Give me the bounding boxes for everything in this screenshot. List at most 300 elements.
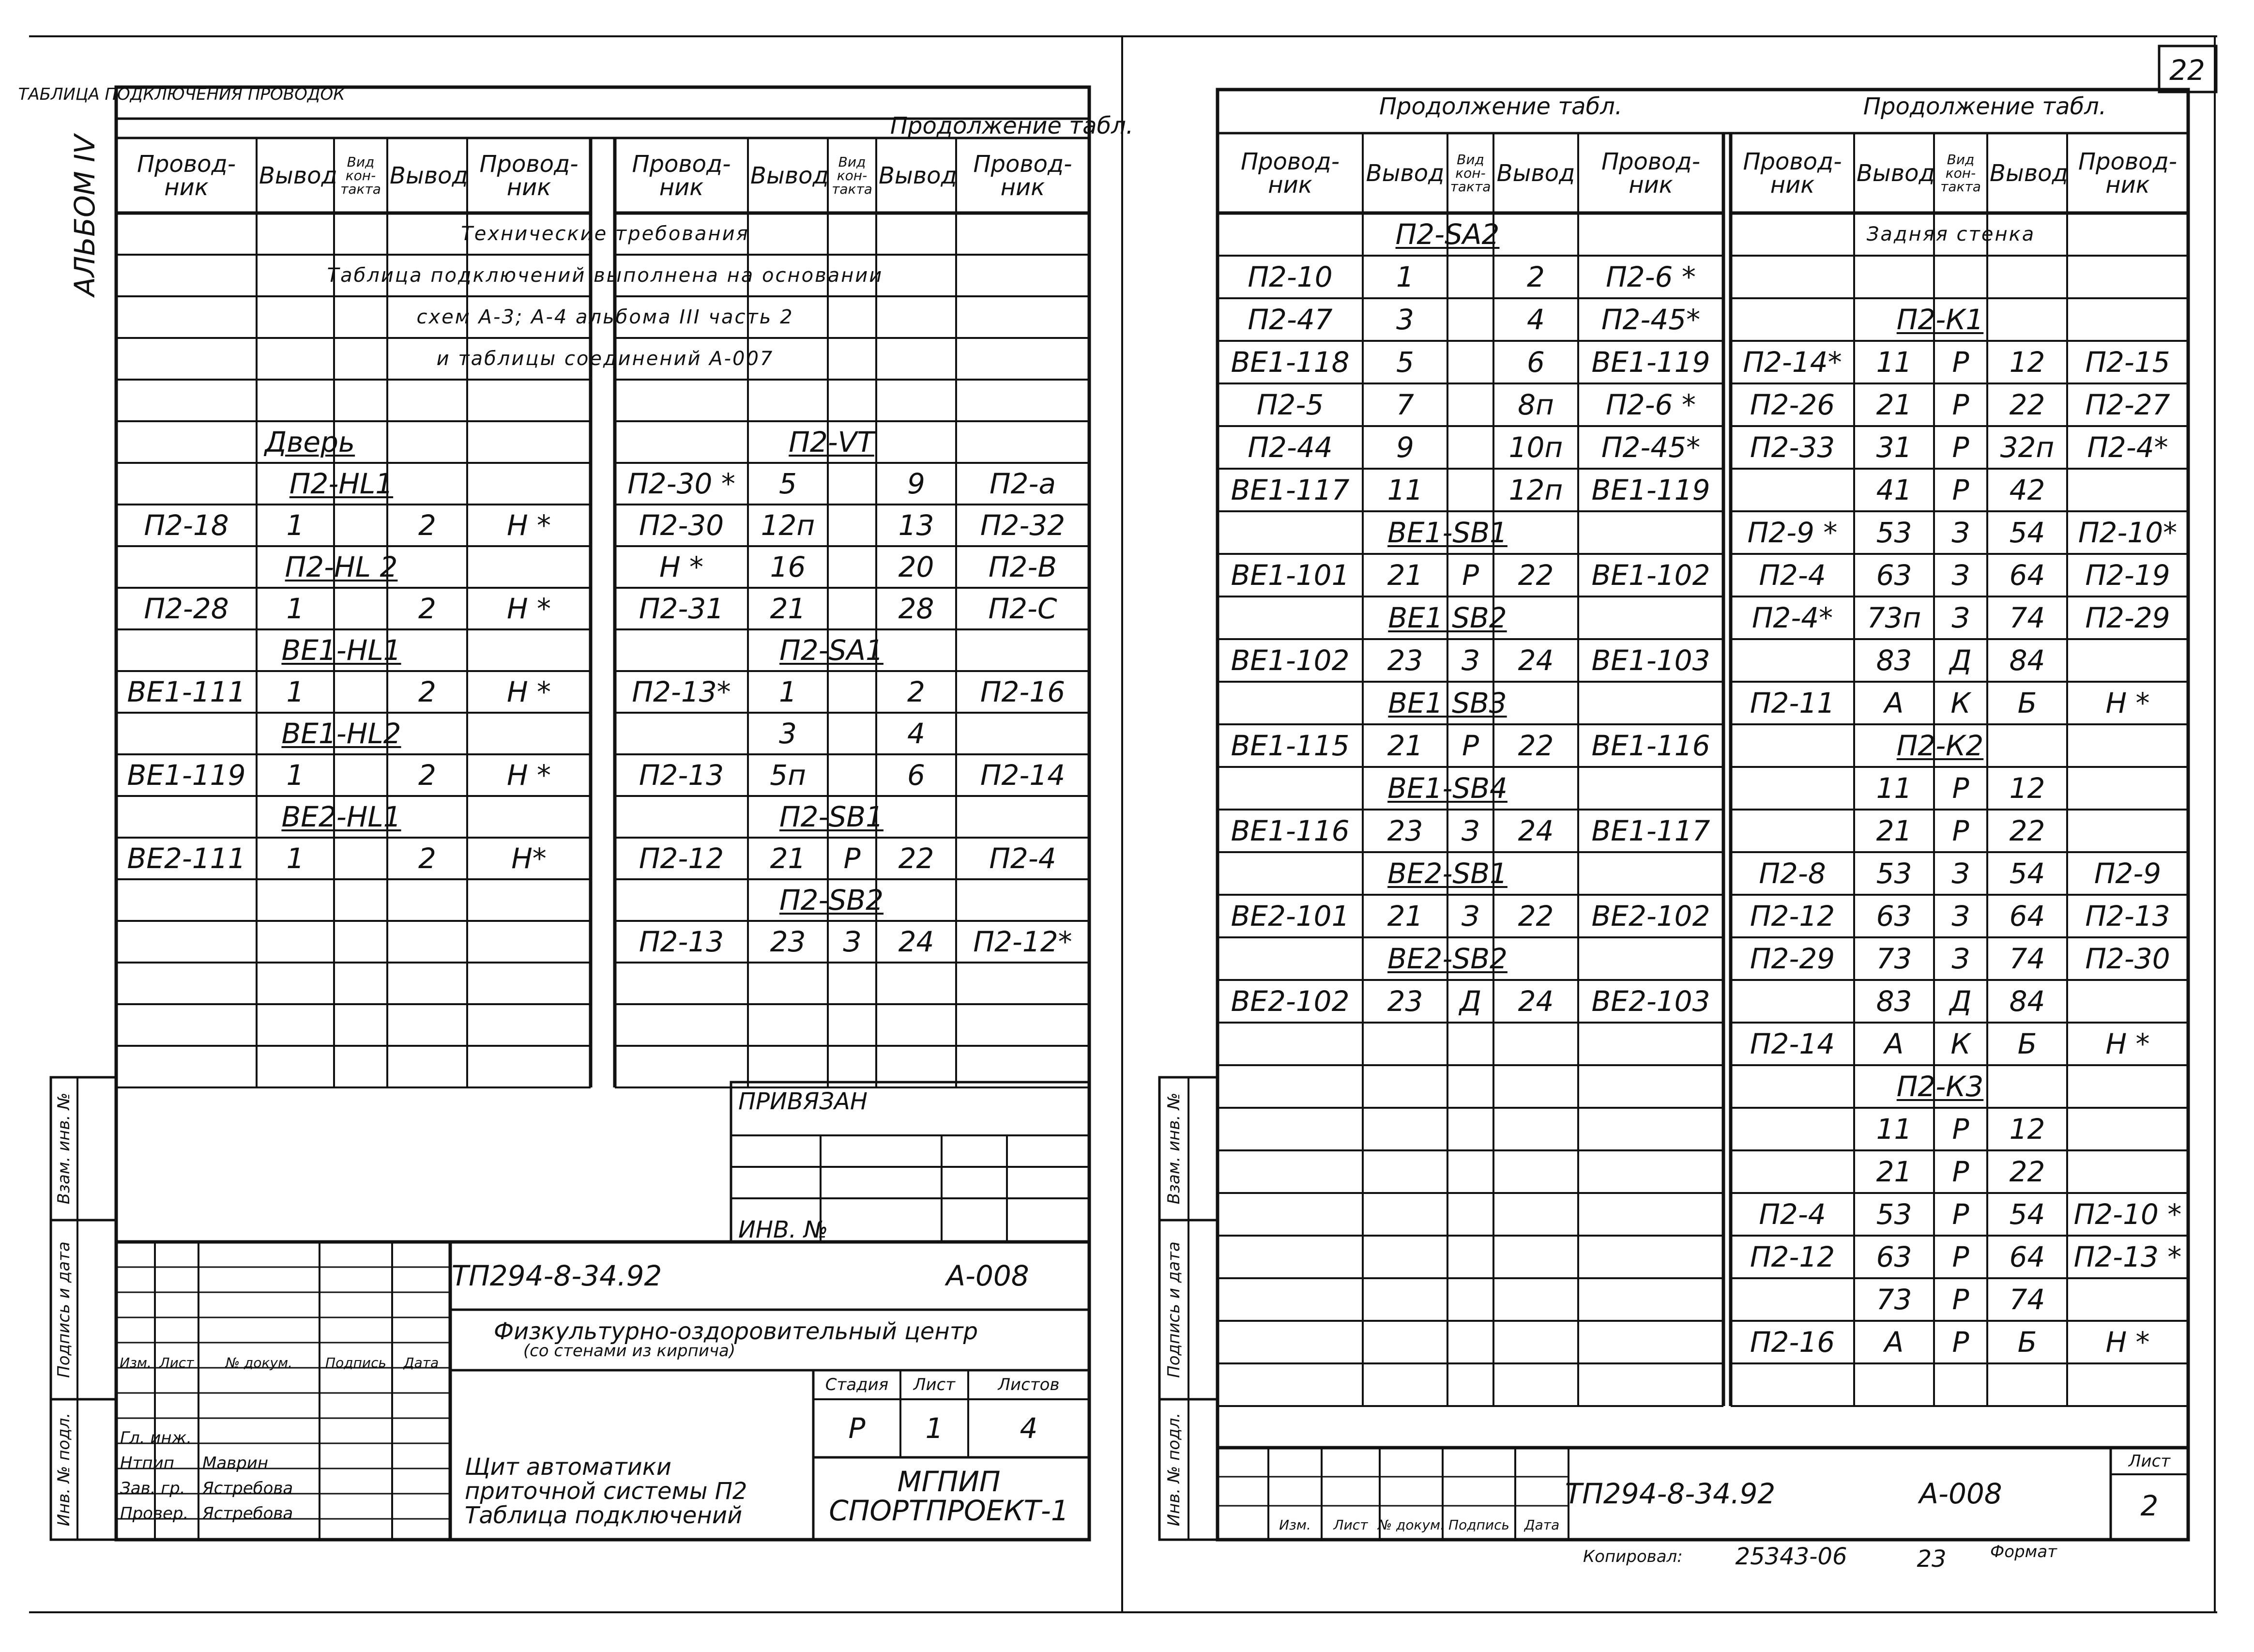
copied-label: Копировал: xyxy=(1583,1547,1683,1566)
right-left-table-cell: П2-6 * xyxy=(1606,260,1696,293)
left-table-cell: 1 xyxy=(286,675,305,708)
left-right-table-cell: П2-31 xyxy=(639,592,724,625)
right-left-table-cell: 21 xyxy=(1387,559,1423,592)
left-table-cell: Н * xyxy=(506,592,551,625)
right-stamp-header-0: Изм. xyxy=(1279,1517,1311,1533)
right-side-label-1: Подпись и дата xyxy=(1164,1241,1184,1378)
right-left-table-cell: 21 xyxy=(1387,900,1423,933)
left-table-cell: 2 xyxy=(418,592,436,625)
right-right-table-cell: Р xyxy=(1952,346,1969,379)
left-heading-right: Продолжение табл. xyxy=(890,112,1134,139)
right-stamp-header-2: № докум. xyxy=(1377,1517,1445,1533)
right-left-table-cell: 23 xyxy=(1387,644,1423,677)
right-left-table-header-2: Вид кон-такта xyxy=(1450,151,1491,195)
right-left-table-cell: 24 xyxy=(1518,644,1554,677)
signer-name-3: Ястребова xyxy=(202,1504,293,1523)
right-right-table-header-2: Вид кон-такта xyxy=(1940,151,1981,195)
signer-name-2: Ястребова xyxy=(202,1479,293,1498)
right-right-table-cell: П2-9 * xyxy=(1747,516,1838,549)
right-right-table-cell: 11 xyxy=(1876,346,1912,379)
right-left-table-cell: 24 xyxy=(1518,985,1554,1018)
right-right-table-cell: 74 xyxy=(2009,601,2045,634)
right-right-table-cell: 63 xyxy=(1876,559,1912,592)
left-table-cell: 1 xyxy=(286,842,305,875)
right-heading-2: Продолжение табл. xyxy=(1863,93,2107,120)
right-left-table-cell: 4 xyxy=(1527,303,1545,336)
right-right-table-cell: П2-10 * xyxy=(2073,1198,2182,1231)
left-right-table-cell: 22 xyxy=(898,842,934,875)
left-right-table-cell: П2-12* xyxy=(973,925,1072,958)
right-left-table-group-label: ВЕ1-SB1 xyxy=(1387,516,1508,549)
right-right-table-cell: 12 xyxy=(2009,346,2045,379)
left-right-table-cell: З xyxy=(843,925,861,958)
right-right-table-cell: П2-13 * xyxy=(2073,1240,2182,1273)
right-right-table-cell: 21 xyxy=(1876,1155,1912,1188)
right-left-table-cell: 22 xyxy=(1518,729,1554,762)
right-doc-code: ТП294-8-34.92 xyxy=(1565,1477,1776,1510)
left-table-cell: ВЕ1-111 xyxy=(127,675,246,708)
right-right-table-cell: П2-33 xyxy=(1750,431,1835,464)
tech-text-line-1: Таблица подключений выполнена на основании xyxy=(327,264,883,287)
right-right-table-cell: А xyxy=(1884,1326,1904,1359)
right-left-table-cell: 9 xyxy=(1396,431,1414,464)
left-table-group-label: ВЕ1-HL2 xyxy=(281,717,401,750)
right-right-table-cell: П2-29 xyxy=(1750,942,1835,975)
right-left-table-cell: ВЕ1-102 xyxy=(1591,559,1710,592)
format-label: Формат xyxy=(1990,1542,2057,1561)
right-right-table-cell: Р xyxy=(1952,814,1969,847)
inv-number-label: ИНВ. № xyxy=(738,1216,828,1243)
right-left-table-cell: Р xyxy=(1462,559,1479,592)
right-left-table-cell: 24 xyxy=(1518,814,1554,847)
right-left-table-cell: 2 xyxy=(1527,260,1545,293)
left-right-table-cell: 5 xyxy=(779,467,797,500)
right-left-table-cell: 11 xyxy=(1387,474,1423,506)
left-table-cell: П2-28 xyxy=(144,592,229,625)
right-side-label-0: Взам. инв. № xyxy=(1164,1092,1184,1205)
right-stamp-header-3: Подпись xyxy=(1448,1517,1509,1533)
left-table-cell: 2 xyxy=(418,842,436,875)
left-side-label-1: Подпись и дата xyxy=(54,1241,74,1378)
stage-header-2: Листов xyxy=(998,1375,1060,1394)
right-right-table-cell: З xyxy=(1951,942,1970,975)
right-left-table-cell: ВЕ1-117 xyxy=(1591,814,1710,847)
left-right-table-cell: 12п xyxy=(761,509,815,542)
copied-23: 23 xyxy=(1917,1545,1947,1573)
left-right-table-header-1: Вывод xyxy=(750,162,829,189)
stage-value-2: 4 xyxy=(1020,1412,1038,1445)
right-left-table-cell: 5 xyxy=(1396,346,1414,379)
right-right-table-cell: Р xyxy=(1952,1155,1969,1188)
right-right-table-cell: 73 xyxy=(1876,942,1912,975)
right-right-table-cell: П2-11 xyxy=(1750,687,1835,719)
left-table-group-label: ВЕ2-HL1 xyxy=(281,800,401,833)
right-left-table-cell: ВЕ2-102 xyxy=(1591,900,1710,933)
left-table-group-label: ВЕ1-HL1 xyxy=(281,634,401,667)
right-right-table-cell: З xyxy=(1951,516,1970,549)
stage-value-1: 1 xyxy=(925,1412,944,1445)
left-table-header-1: Вывод xyxy=(259,162,337,189)
left-right-table-cell: П2-С xyxy=(988,592,1057,625)
right-left-table-cell: З xyxy=(1461,900,1480,933)
left-table-cell: Н * xyxy=(506,509,551,542)
right-right-table-cell: 64 xyxy=(2009,559,2045,592)
left-right-table-group-label: П2-VT xyxy=(789,426,874,459)
stage-header-0: Стадия xyxy=(825,1375,889,1394)
right-right-table-group-label: П2-К2 xyxy=(1896,729,1984,762)
left-table-cell: 1 xyxy=(286,592,305,625)
right-sheet-label: Лист xyxy=(2128,1452,2171,1471)
right-right-table-cell: П2-16 xyxy=(1750,1326,1835,1359)
left-right-table-cell: П2-16 xyxy=(980,675,1066,708)
left-table-cell: 2 xyxy=(418,759,436,792)
right-right-table-cell: П2-12 xyxy=(1750,1240,1835,1273)
right-right-table-cell: П2-27 xyxy=(2085,388,2170,421)
right-left-table-cell: 10п xyxy=(1508,431,1563,464)
album-label: АЛЬБОМ IV xyxy=(68,135,101,296)
project-title-1: Физкультурно-оздоровительный центр xyxy=(493,1318,978,1345)
left-right-table-cell: П2-12 xyxy=(639,842,724,875)
right-right-table-cell: Р xyxy=(1952,772,1969,805)
right-right-table-cell: 63 xyxy=(1876,1240,1912,1273)
right-right-table-cell: 53 xyxy=(1876,857,1912,890)
doc-code: ТП294-8-34.92 xyxy=(451,1259,662,1292)
signer-role-2: Зав. гр. xyxy=(120,1479,185,1498)
left-table-cell: Н* xyxy=(511,842,547,875)
right-doc-number: А-008 xyxy=(1919,1477,2002,1510)
left-table-cell: ВЕ1-119 xyxy=(127,759,246,792)
right-right-table-cell: Р xyxy=(1952,474,1969,506)
right-right-table-cell: Р xyxy=(1952,388,1969,421)
right-right-table-cell: 22 xyxy=(2009,388,2045,421)
left-right-table-cell: П2-14 xyxy=(980,759,1066,792)
right-right-table-cell: П2-4 xyxy=(1759,1198,1826,1231)
right-right-table-cell: П2-4* xyxy=(2087,431,2168,464)
right-right-table-cell: 73 xyxy=(1876,1283,1912,1316)
right-right-table-cell: П2-9 xyxy=(2094,857,2162,890)
right-right-table-cell: 22 xyxy=(2009,814,2045,847)
right-right-table-cell: П2-15 xyxy=(2085,346,2170,379)
right-left-table-cell: П2-44 xyxy=(1248,431,1333,464)
right-right-table-cell: 12 xyxy=(2009,772,2045,805)
right-right-table-cell: П2-26 xyxy=(1750,388,1835,421)
doc-number: А-008 xyxy=(946,1259,1029,1292)
right-right-table-cell: А xyxy=(1884,1027,1904,1060)
right-right-table-group-label: П2-К1 xyxy=(1896,303,1984,336)
left-table-title: ТАБЛИЦА ПОДКЛЮЧЕНИЯ ПРОВОДОК xyxy=(18,85,345,104)
right-right-table-header-1: Вывод xyxy=(1857,159,1935,187)
right-right-table-cell: 73п xyxy=(1867,601,1921,634)
left-right-table-cell: 23 xyxy=(770,925,806,958)
right-left-table-cell: ВЕ1-116 xyxy=(1231,814,1350,847)
right-left-table-cell: ВЕ1-119 xyxy=(1591,346,1710,379)
right-sheet-number: 2 xyxy=(2140,1489,2159,1522)
right-right-table-cell: П2-10* xyxy=(2078,516,2178,549)
right-right-table-cell: Р xyxy=(1952,1198,1969,1231)
left-side-label-2: Инв. № подл. xyxy=(54,1412,74,1527)
left-table-cell: 2 xyxy=(418,509,436,542)
left-right-table-cell: 21 xyxy=(770,592,806,625)
right-left-table-header-0: Провод-ник xyxy=(1240,148,1340,199)
right-left-table-cell: 12п xyxy=(1508,474,1563,506)
left-right-table-cell: 4 xyxy=(907,717,925,750)
right-right-table-header-0: Провод-ник xyxy=(1743,148,1842,199)
right-left-table-group-label: ВЕ1-SB4 xyxy=(1387,772,1508,805)
signer-role-0: Гл. инж. xyxy=(120,1428,192,1448)
right-left-table-group-label: ВЕ1 SB2 xyxy=(1388,601,1507,634)
stamp-header-0: Изм. xyxy=(120,1355,152,1371)
right-right-table-cell: 74 xyxy=(2009,942,2045,975)
left-table-group-label: П2-HL 2 xyxy=(285,551,398,583)
right-left-table-cell: Р xyxy=(1462,729,1479,762)
right-right-table-cell: 54 xyxy=(2009,516,2045,549)
right-right-table-cell: А xyxy=(1884,687,1904,719)
right-left-table-cell: 3 xyxy=(1396,303,1414,336)
right-right-table-cell: 22 xyxy=(2009,1155,2045,1188)
right-right-table-cell: 54 xyxy=(2009,1198,2045,1231)
right-left-table-cell: З xyxy=(1461,814,1480,847)
signer-role-3: Провер. xyxy=(120,1504,189,1523)
sheet-title-1: Щит автоматики xyxy=(465,1453,671,1481)
right-right-table-cell: 53 xyxy=(1876,516,1912,549)
stamp-header-3: Подпись xyxy=(325,1355,386,1371)
signer-name-1: Маврин xyxy=(202,1453,269,1473)
right-right-table-cell: 64 xyxy=(2009,1240,2045,1273)
stamp-header-1: Лист xyxy=(159,1355,194,1371)
right-left-table-cell: П2-45* xyxy=(1601,303,1701,336)
right-right-table-cell: 84 xyxy=(2009,644,2045,677)
right-left-table-header-3: Вывод xyxy=(1496,159,1575,187)
right-left-table-cell: 6 xyxy=(1527,346,1545,379)
right-stamp-header-4: Дата xyxy=(1524,1517,1560,1533)
right-left-table-cell: П2-47 xyxy=(1248,303,1333,336)
sheet-number: 22 xyxy=(2169,54,2205,87)
left-right-table-cell: 28 xyxy=(898,592,934,625)
right-right-table-cell: 11 xyxy=(1876,1113,1912,1146)
left-right-table-cell: П2-4 xyxy=(989,842,1056,875)
right-right-table-cell: К xyxy=(1950,687,1971,719)
right-right-table-cell: Н * xyxy=(2105,1326,2150,1359)
right-right-table-cell: 12 xyxy=(2009,1113,2045,1146)
right-left-table-cell: 8п xyxy=(1518,388,1554,421)
right-right-table-cell: Р xyxy=(1952,1240,1969,1273)
left-table-header-3: Вывод xyxy=(390,162,468,189)
right-right-table-cell: 64 xyxy=(2009,900,2045,933)
left-table-cell: 1 xyxy=(286,509,305,542)
left-side-label-0: Взам. инв. № xyxy=(54,1092,74,1205)
right-right-table-cell: З xyxy=(1951,601,1970,634)
door-group-label: Дверь xyxy=(264,426,355,459)
right-left-table-cell: П2-6 * xyxy=(1606,388,1696,421)
left-right-table-cell: П2-30 xyxy=(639,509,724,542)
sheet-title-3: Таблица подключений xyxy=(465,1502,743,1529)
right-right-table-cell: 11 xyxy=(1876,772,1912,805)
right-left-table-cell: ВЕ2-102 xyxy=(1231,985,1350,1018)
right-right-table-group-label: П2-К3 xyxy=(1896,1070,1984,1103)
left-right-table-header-2: Вид кон-такта xyxy=(832,153,872,197)
left-right-table-cell: 13 xyxy=(898,509,934,542)
right-right-table-cell: 32п xyxy=(2000,431,2055,464)
right-right-table-cell: П2-14* xyxy=(1743,346,1842,379)
tech-text-line-0: Технические требования xyxy=(461,223,749,245)
left-table-cell: 1 xyxy=(286,759,305,792)
right-left-table-group-label: ВЕ2-SB2 xyxy=(1387,942,1508,975)
right-right-table-cell: З xyxy=(1951,559,1970,592)
right-right-table-cell: 83 xyxy=(1876,985,1912,1018)
right-left-table-header-1: Вывод xyxy=(1366,159,1445,187)
left-right-table-cell: П2-В xyxy=(988,551,1057,583)
right-right-table-cell: З xyxy=(1951,857,1970,890)
right-right-table-cell: П2-8 xyxy=(1759,857,1826,890)
left-right-table-cell: 21 xyxy=(770,842,806,875)
left-table-cell: Н * xyxy=(506,759,551,792)
org-name-2: СПОРТПРОЕКТ-1 xyxy=(829,1494,1069,1527)
right-left-table-cell: ВЕ2-103 xyxy=(1591,985,1710,1018)
left-right-table-cell: 2 xyxy=(907,675,925,708)
right-right-table-header-3: Вывод xyxy=(1990,159,2068,187)
right-right-table-cell: Р xyxy=(1952,431,1969,464)
left-right-table-group-label: П2-SA1 xyxy=(779,634,883,667)
right-right-table-cell: П2-4* xyxy=(1751,601,1833,634)
privyazan-label: ПРИВЯЗАН xyxy=(738,1088,868,1115)
left-right-table-cell: 3 xyxy=(779,717,797,750)
right-left-table-cell: З xyxy=(1461,644,1480,677)
left-right-table-cell: 9 xyxy=(907,467,925,500)
right-left-table-cell: 22 xyxy=(1518,559,1554,592)
left-table-header-2: Вид кон-такта xyxy=(340,153,381,197)
right-right-table-cell: 83 xyxy=(1876,644,1912,677)
right-left-table-cell: ВЕ1-118 xyxy=(1231,346,1350,379)
left-right-table-cell: 6 xyxy=(907,759,925,792)
org-name-1: МГПИП xyxy=(897,1465,1001,1498)
left-right-table-cell: Р xyxy=(843,842,861,875)
right-left-table-cell: П2-45* xyxy=(1601,431,1701,464)
left-table-cell: ВЕ2-111 xyxy=(127,842,246,875)
right-right-table-cell: Р xyxy=(1952,1326,1969,1359)
right-right-table-cell: П2-30 xyxy=(2085,942,2170,975)
right-left-table-cell: 22 xyxy=(1518,900,1554,933)
right-right-table-cell: П2-13 xyxy=(2085,900,2170,933)
left-right-table-cell: 1 xyxy=(779,675,797,708)
right-left-table-group-label: ВЕ1 SB3 xyxy=(1388,687,1507,719)
right-right-table-cell: П2-12 xyxy=(1750,900,1835,933)
right-left-table-cell: 7 xyxy=(1396,388,1414,421)
right-left-table-cell: 23 xyxy=(1387,985,1423,1018)
right-right-table-cell: 74 xyxy=(2009,1283,2045,1316)
left-right-table-header-0: Провод-ник xyxy=(632,150,731,201)
left-right-table-cell: П2-13 xyxy=(639,759,724,792)
right-left-table-cell: ВЕ1-103 xyxy=(1591,644,1710,677)
right-right-table-cell: П2-14 xyxy=(1750,1027,1835,1060)
project-title-2: (со стенами из кирпича) xyxy=(523,1341,736,1361)
right-left-table-cell: ВЕ1-115 xyxy=(1231,729,1350,762)
right-right-table-cell: Д xyxy=(1949,985,1972,1018)
right-right-table-cell: 31 xyxy=(1876,431,1912,464)
right-right-table-cell: Д xyxy=(1949,644,1972,677)
right-side-label-2: Инв. № подл. xyxy=(1164,1412,1184,1527)
stamp-header-2: № докум. xyxy=(225,1355,293,1371)
left-table-cell: Н * xyxy=(506,675,551,708)
right-right-table-cell: 84 xyxy=(2009,985,2045,1018)
sheet-title-2: приточной системы П2 xyxy=(465,1478,747,1505)
right-right-table-cell: 54 xyxy=(2009,857,2045,890)
left-right-table-cell: 16 xyxy=(770,551,806,583)
left-right-table-group-label: П2-SB1 xyxy=(779,800,883,833)
stage-header-1: Лист xyxy=(913,1375,956,1394)
right-right-table-cell: Н * xyxy=(2105,1027,2150,1060)
right-left-table-group-label: П2-SA2 xyxy=(1395,218,1500,251)
left-right-table-cell: 24 xyxy=(898,925,934,958)
right-right-table-cell: Н * xyxy=(2105,687,2150,719)
right-left-table-cell: 21 xyxy=(1387,729,1423,762)
right-right-table-cell: Р xyxy=(1952,1113,1969,1146)
left-right-table-cell: П2-13* xyxy=(632,675,731,708)
right-heading-1: Продолжение табл. xyxy=(1379,93,1623,120)
left-right-table-cell: Н * xyxy=(659,551,704,583)
tech-text-line-3: и таблицы соединений А-007 xyxy=(436,348,774,370)
right-left-table-cell: 23 xyxy=(1387,814,1423,847)
right-left-table-cell: ВЕ2-101 xyxy=(1231,900,1350,933)
stage-value-0: Р xyxy=(848,1412,866,1445)
right-left-table-cell: ВЕ1-102 xyxy=(1231,644,1350,677)
stamp-header-4: Дата xyxy=(403,1355,439,1371)
left-table-cell: 2 xyxy=(418,675,436,708)
left-right-table-cell: П2-32 xyxy=(980,509,1066,542)
left-right-table-group-label: П2-SB2 xyxy=(779,884,883,917)
right-right-table-cell: 41 xyxy=(1876,474,1912,506)
right-left-table-cell: ВЕ1-119 xyxy=(1591,474,1710,506)
right-right-table-cell: Р xyxy=(1952,1283,1969,1316)
left-right-table-header-4: Провод-ник xyxy=(973,150,1072,201)
right-right-table-cell: П2-19 xyxy=(2085,559,2170,592)
right-right-table-cell: П2-29 xyxy=(2085,601,2170,634)
right-right-table-cell: Б xyxy=(2017,1027,2037,1060)
left-right-table-cell: П2-30 * xyxy=(627,467,735,500)
right-right-table-cell: З xyxy=(1951,900,1970,933)
left-right-table-cell: П2-а xyxy=(990,467,1056,500)
right-right-table-cell: 63 xyxy=(1876,900,1912,933)
right-right-table-cell: Б xyxy=(2017,1326,2037,1359)
right-left-table-group-label: ВЕ2-SB1 xyxy=(1387,857,1508,890)
right-left-table-cell: ВЕ1-117 xyxy=(1231,474,1350,506)
signer-role-1: Нтпип xyxy=(120,1453,174,1473)
left-right-table-cell: 20 xyxy=(898,551,934,583)
right-left-table-cell: ВЕ1-116 xyxy=(1591,729,1710,762)
right-right-table-cell: 21 xyxy=(1876,388,1912,421)
right-left-table-cell: Д xyxy=(1459,985,1482,1018)
right-right-table-cell: 42 xyxy=(2009,474,2045,506)
right-right-table-cell: К xyxy=(1950,1027,1971,1060)
right-right-table-cell: 21 xyxy=(1876,814,1912,847)
left-table-group-label: П2-HL1 xyxy=(289,467,394,500)
back-wall-label: Задняя стенка xyxy=(1866,223,2036,245)
right-left-table-cell: 1 xyxy=(1396,260,1414,293)
right-right-table-header-4: Провод-ник xyxy=(2078,148,2178,199)
right-left-table-cell: П2-5 xyxy=(1256,388,1324,421)
right-right-table-cell: П2-4 xyxy=(1759,559,1826,592)
right-left-table-cell: ВЕ1-101 xyxy=(1231,559,1350,592)
right-stamp-header-1: Лист xyxy=(1333,1517,1368,1533)
left-right-table-cell: 5п xyxy=(770,759,806,792)
left-table-header-4: Провод-ник xyxy=(479,150,579,201)
left-right-table-header-3: Вывод xyxy=(879,162,957,189)
left-table-header-0: Провод-ник xyxy=(137,150,236,201)
copied-number: 25343-06 xyxy=(1735,1543,1847,1570)
right-left-table-cell: П2-10 xyxy=(1248,260,1333,293)
left-table-cell: П2-18 xyxy=(144,509,229,542)
left-right-table-cell: П2-13 xyxy=(639,925,724,958)
tech-text-line-2: схем А-3; А-4 альбома III часть 2 xyxy=(416,306,794,328)
